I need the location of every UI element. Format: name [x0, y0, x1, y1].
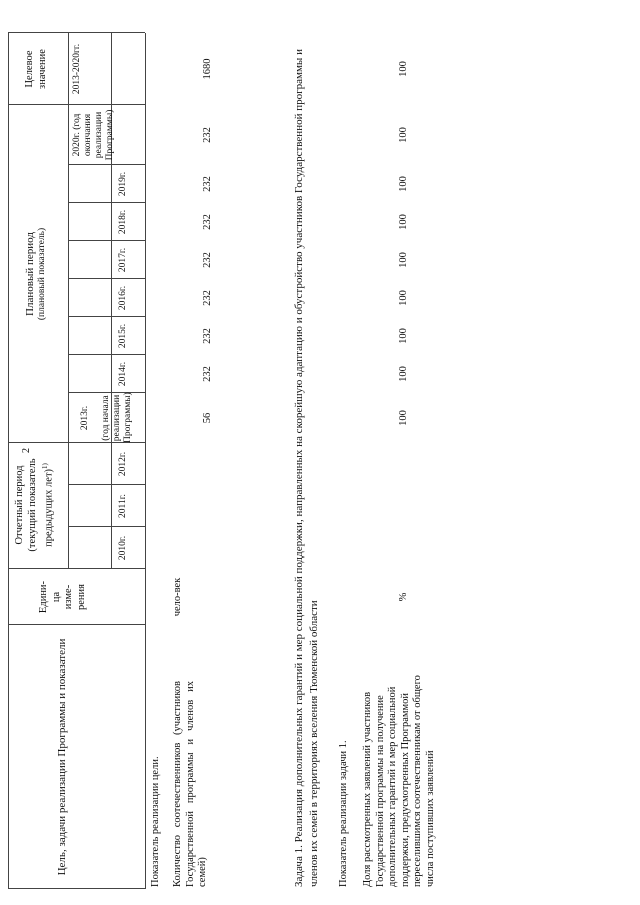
header-plan-period: Плановый период (плановый показатель): [24, 227, 47, 321]
task1-text: Задача 1. Реализация дополнительных гарантий и мер социальной поддержки, направленных на скорейшую адаптацию и обустройство участников Государственной программы и членов их семей в территориях вселения Тюменской области: [293, 49, 320, 887]
year-2014: 2014г.: [118, 361, 128, 387]
row2-target: 100: [398, 61, 409, 77]
header-goal: Цель, задачи реализации Программы и показатели: [56, 638, 68, 876]
page-number: 2: [21, 448, 32, 453]
header-unit: Едини- ца изме- рения: [38, 580, 87, 614]
year-2016: 2016г.: [118, 285, 128, 311]
header-target: Целевое значение: [24, 49, 48, 89]
year-2011: 2011г.: [118, 494, 128, 518]
year-2013-note: (год начала реализации Программы): [101, 392, 133, 443]
row2-value: 100: [398, 410, 409, 426]
row2-name: Доля рассмотренных заявлений участников Государственной программы на получение дополнительных гарантий и мер социальной поддержки, предусмотренных Программой переселившимся соотечественникам от общего числа поступивших заявлений: [362, 675, 436, 887]
task1-indicator-label: Показатель реализации задачи 1.: [338, 740, 349, 887]
row1-value: 232: [202, 328, 213, 344]
row1-value: 232: [202, 290, 213, 306]
row2-value: 100: [398, 176, 409, 192]
row2-value: 100: [398, 328, 409, 344]
year-2015: 2015г.: [118, 323, 128, 349]
row2-value: 100: [398, 252, 409, 268]
row1-unit: чело-век: [172, 577, 183, 617]
target-period: 2013-2020гг.: [72, 43, 82, 95]
header-report-period: Отчетный период (текущий показатель предыдущих лет)$^{1)}$: [14, 458, 55, 552]
year-2020: 2020г. (год окончания реализации Программы): [72, 109, 115, 161]
row2-value: 100: [398, 366, 409, 382]
row1-value: 232: [202, 252, 213, 268]
year-2012: 2012г.: [118, 451, 128, 477]
row1-value: 56: [202, 412, 213, 424]
row1-value: 232: [202, 366, 213, 382]
year-2013: 2013г.: [80, 405, 90, 431]
row1-name: Количество соотечественников (участников Государственной программы и членов их семей): [172, 681, 208, 887]
row2-unit: %: [398, 592, 409, 602]
row2-value: 100: [398, 127, 409, 143]
year-2017: 2017г.: [118, 247, 128, 273]
year-2019: 2019г.: [118, 171, 128, 197]
year-2018: 2018г.: [118, 209, 128, 235]
row1-value: 232: [202, 176, 213, 192]
row1-value: 232: [202, 214, 213, 230]
row2-value: 100: [398, 214, 409, 230]
year-2010: 2010г.: [118, 535, 128, 561]
row1-target: 1680: [202, 58, 213, 80]
goal-indicator-label: Показатель реализации цели.: [150, 756, 161, 887]
row2-value: 100: [398, 290, 409, 306]
row1-value: 232: [202, 127, 213, 143]
